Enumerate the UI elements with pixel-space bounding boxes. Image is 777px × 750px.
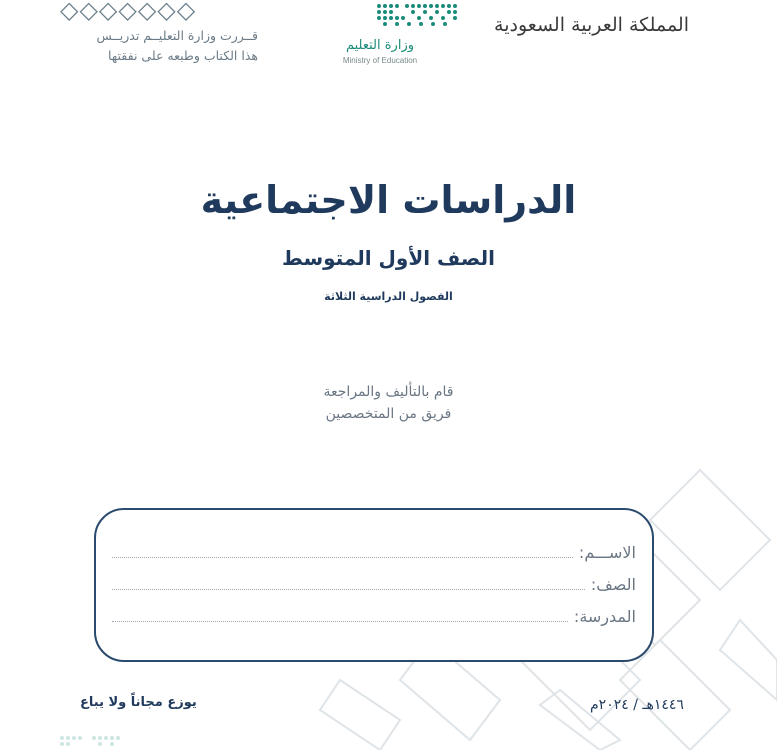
class-field[interactable]	[112, 568, 636, 594]
student-info-box	[94, 508, 654, 662]
diamond-ornament: ◇◇◇◇◇◇◇	[60, 0, 197, 24]
ministry-dots-icon	[56, 732, 136, 750]
approval-statement-line1: قــررت وزارة التعليــم تدريــس	[96, 28, 258, 43]
school-label: المدرسة:	[573, 607, 636, 626]
name-line[interactable]	[112, 557, 573, 558]
kingdom-calligraphy: المملكة العربية السعودية	[494, 14, 689, 36]
school-field[interactable]	[112, 600, 636, 626]
approval-statement-line2: هذا الكتاب وطبعه على نفقتها	[107, 48, 258, 63]
class-line[interactable]	[112, 589, 585, 590]
class-label: الصف:	[590, 575, 636, 594]
name-label: الاســـم:	[578, 543, 636, 562]
publication-year: ١٤٤٦هـ / ٢٠٢٤م	[590, 697, 684, 713]
name-field[interactable]	[112, 536, 636, 562]
authorship-line: قام بالتأليف والمراجعة	[323, 384, 454, 400]
school-line[interactable]	[112, 621, 568, 622]
authors-team: فريق من المتخصصين	[325, 406, 452, 422]
semesters-note: الفصول الدراسية الثلاثة	[324, 290, 453, 303]
ministry-name-english: Ministry of Education	[342, 56, 418, 65]
grade-level: الصف الأول المتوسط	[282, 246, 495, 270]
book-title: الدراسات الاجتماعية	[200, 178, 577, 222]
ministry-name-arabic: وزارة التعليم	[345, 38, 415, 53]
free-distribution-note: يوزع مجاناً ولا يباع	[80, 695, 197, 710]
